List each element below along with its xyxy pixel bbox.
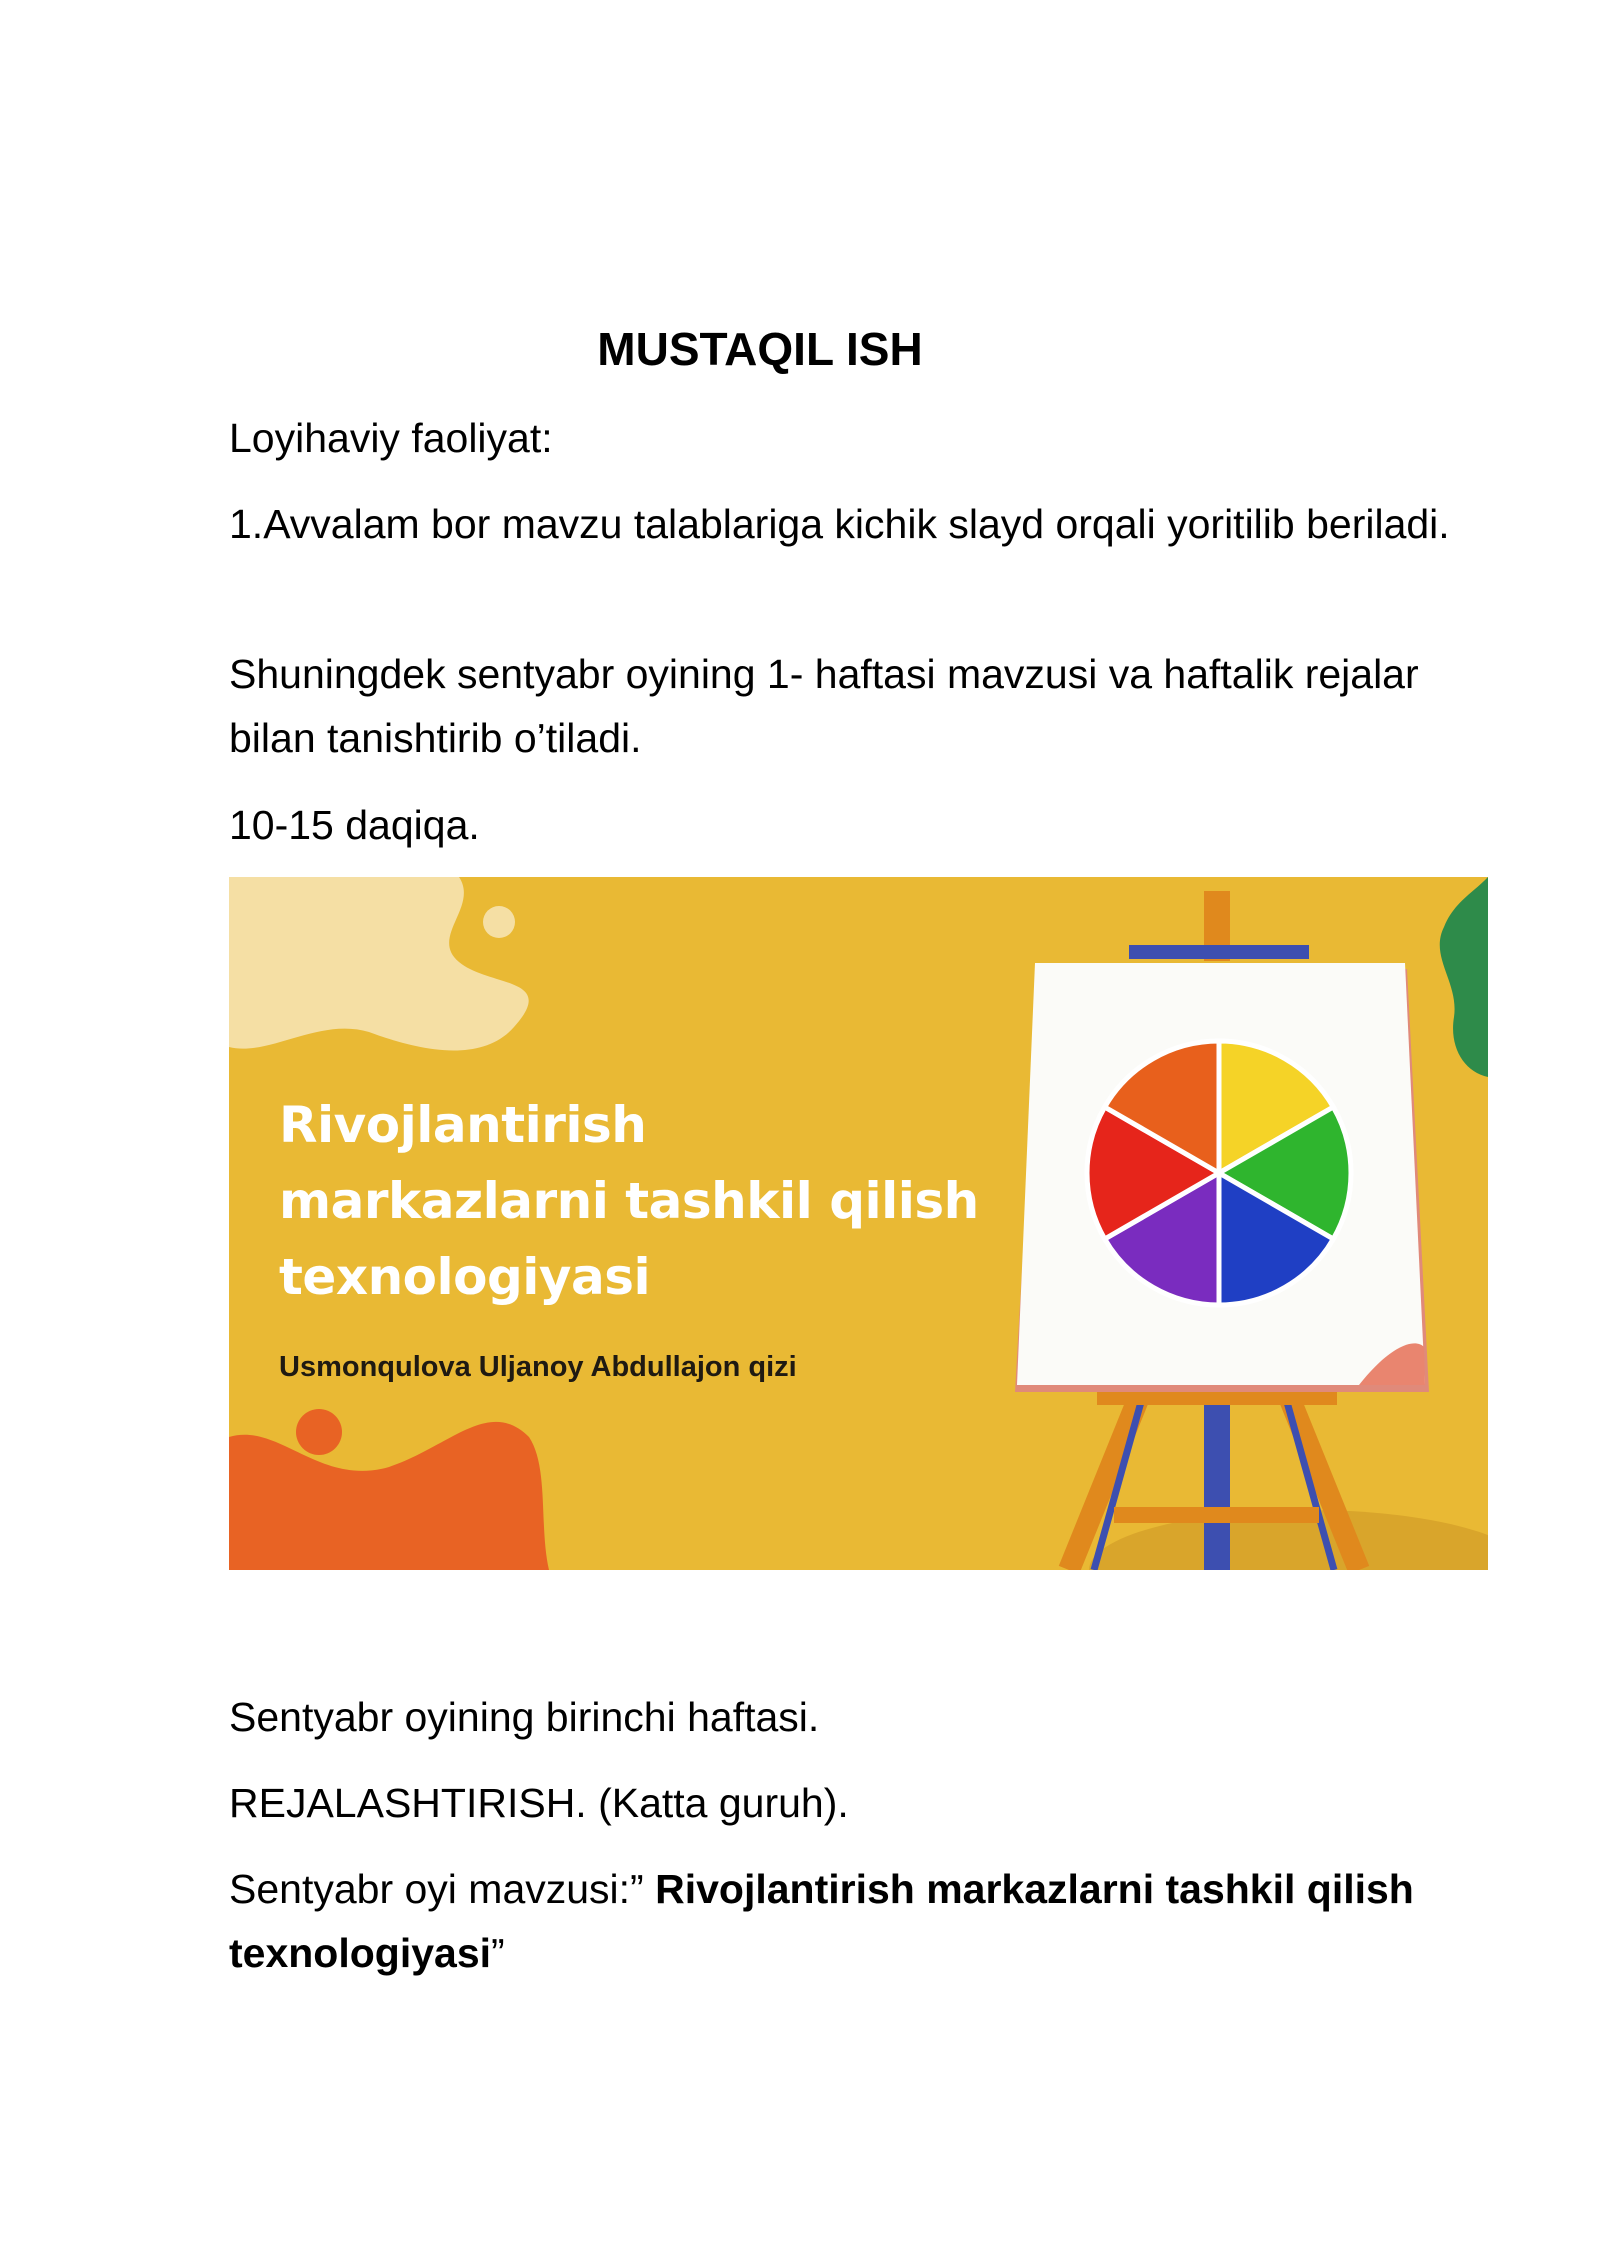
paragraph-month-topic <box>229 1857 1499 1985</box>
orange-dot <box>296 1409 342 1455</box>
light-dot <box>483 906 515 938</box>
green-blob <box>1440 877 1488 1077</box>
slide-title <box>279 1087 999 1315</box>
slide-title-line-2: markazlarni tashkil qilish <box>279 1172 979 1230</box>
paragraph-intro: 1.Avvalam bor mavzu talablariga kichik slayd orqali yoritilib beriladi. <box>229 501 1450 547</box>
month-topic-suffix: ” <box>491 1930 505 1976</box>
month-topic-title: Rivojlantirish markazlarni tashkil qilish texnologiyasi <box>229 1866 1414 1976</box>
paragraph-planning: REJALASHTIRISH. (Katta guruh). <box>229 1780 849 1826</box>
slide-image <box>229 877 1488 1570</box>
paragraph-duration: 10-15 daqiqa. <box>229 802 480 848</box>
paragraph-first-week: Sentyabr oyining birinchi haftasi. <box>229 1694 820 1740</box>
light-blob <box>229 877 529 1050</box>
paragraph-week-topic: Shuningdek sentyabr oyining 1- haftasi mavzusi va haftalik rejalar bilan tanishtirib o’tiladi. <box>229 651 1419 761</box>
page-title: MUSTAQIL ISH <box>597 323 923 375</box>
slide-title-line-3: texnologiyasi <box>279 1248 651 1306</box>
orange-blob <box>229 1422 549 1570</box>
slide-author: Usmonqulova Uljanoy Abdullajon qizi <box>279 1351 797 1383</box>
slide-title-line-1: Rivojlantirish <box>279 1096 647 1154</box>
paragraph-project-activity: Loyihaviy faoliyat: <box>229 415 553 461</box>
color-wheel <box>1087 1041 1351 1305</box>
month-topic-prefix: Sentyabr oyi mavzusi:” <box>229 1866 656 1912</box>
